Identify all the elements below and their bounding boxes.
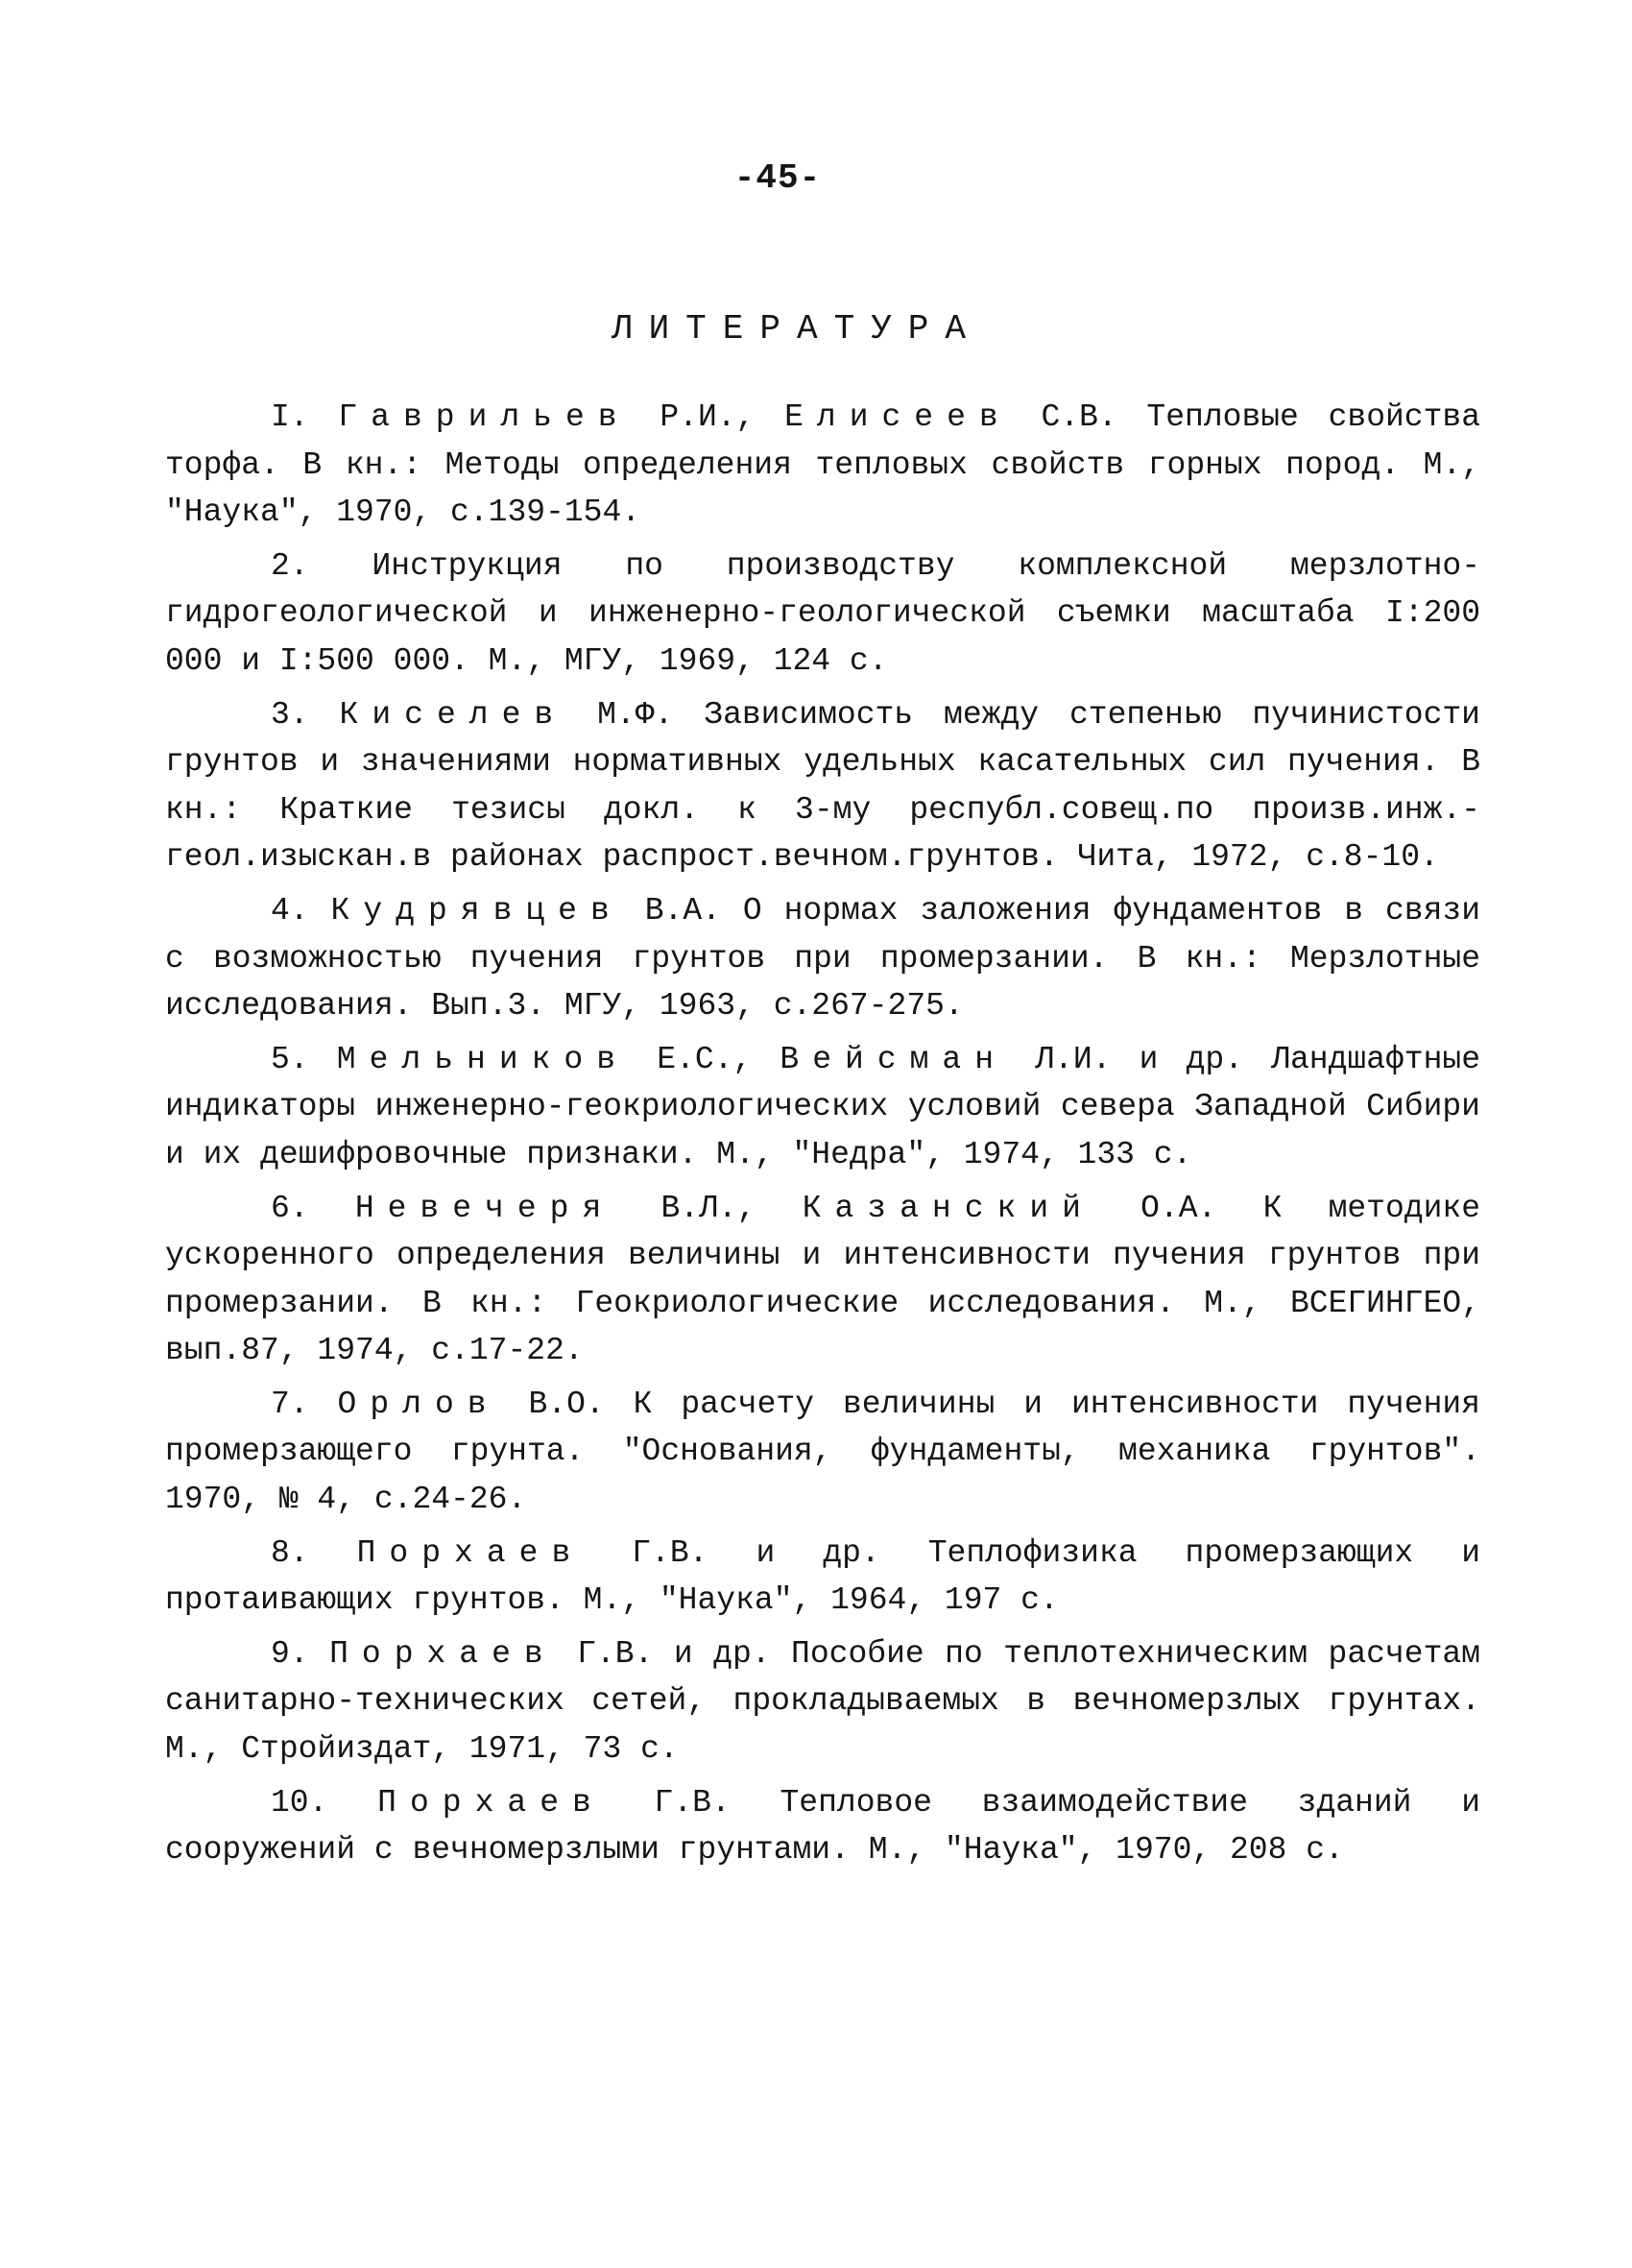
reference-author-2: Вейсман — [780, 1041, 1008, 1077]
reference-number: 5. — [271, 1041, 309, 1077]
reference-author: Кудрявцев — [330, 892, 623, 929]
reference-list — [165, 394, 1480, 1880]
reference-number: 2. — [271, 547, 309, 584]
reference-text: Тепловые свойства торфа. В кн.: Методы определения тепловых свойств горных пород. М., "Наука", 1970, с.139-154. — [165, 399, 1481, 531]
reference-text: К расчету величины и интенсивности пучения промерзающего грунта. "Основания, фундаменты, механика грунтов". 1970, № 4, с.24-26. — [165, 1386, 1480, 1518]
reference-number: 9. — [271, 1635, 309, 1672]
reference-initials: М.Ф. — [566, 696, 705, 733]
reference-initials: В.Л., — [614, 1190, 803, 1226]
reference-text: Инструкция по производству комплексной мерзлотно-гидрогеологической и инженерно-геологической съемки масштаба I:200 000 и I:500 000. М., МГУ, 1969, 124 с. — [165, 547, 1481, 679]
reference-number: 7. — [271, 1386, 309, 1422]
reference-author-2: Казанский — [802, 1190, 1094, 1226]
reference-item — [165, 1185, 1480, 1375]
reference-author: Мельников — [336, 1041, 630, 1077]
reference-initials-2: Л.И. — [1007, 1041, 1140, 1077]
reference-item — [165, 1381, 1480, 1524]
reference-number: I. — [271, 399, 309, 435]
reference-item — [165, 1530, 1480, 1625]
reference-number: 4. — [271, 892, 309, 929]
reference-item — [165, 887, 1480, 1030]
reference-item — [165, 1779, 1480, 1874]
reference-author: Невечеря — [354, 1190, 615, 1226]
reference-number: 6. — [271, 1190, 309, 1226]
page-title: ЛИТЕРАТУРА — [611, 309, 983, 349]
reference-text: и др. Ландшафтные индикаторы инженерно-геокриологических условий севера Западной Сибири и их дешифровочные признаки. М., "Недра", 1974, 133 с. — [165, 1041, 1481, 1172]
reference-author: Порхаев — [329, 1635, 557, 1672]
reference-author: Киселев — [339, 696, 567, 733]
reference-number: 10. — [271, 1784, 328, 1821]
reference-initials: В.А. — [622, 892, 743, 929]
reference-item — [165, 1036, 1480, 1179]
reference-initials: В.О. — [499, 1386, 634, 1422]
reference-initials: Г.В. — [584, 1534, 756, 1571]
reference-number: 3. — [271, 696, 309, 733]
reference-author: Порхаев — [356, 1534, 585, 1571]
reference-text: Зависимость между степенью пучинистости грунтов и значениями нормативных удельных касательных сил пучения. В кн.: Краткие тезисы докл. к 3-му республ.совещ.по произв.инж.-геол.изыскан.в районах распрост.вечном.грунтов. Чита, 1972, с.8-10. — [165, 696, 1480, 876]
reference-initials-2: О.А. — [1093, 1190, 1263, 1226]
reference-initials: Е.С., — [629, 1041, 780, 1077]
reference-initials: Р.И., — [630, 399, 785, 435]
reference-author: Порхаев — [377, 1784, 605, 1821]
reference-number: 8. — [271, 1534, 309, 1571]
reference-text: и др. Пособие по теплотехническим расчетам санитарно-технических сетей, прокладываемых в вечномерзлых грунтах. М., Стройиздат, 1971, 73 с. — [165, 1635, 1480, 1768]
page-number: -45- — [733, 158, 822, 198]
reference-initials: Г.В. — [604, 1784, 780, 1821]
reference-text: К методике ускоренного определения величины и интенсивности пучения грунтов при промерзании. В кн.: Геокриологические исследования. М., ВСЕГИНГЕО, вып.87, 1974, с.17-22. — [165, 1190, 1480, 1369]
reference-item — [165, 691, 1480, 881]
reference-item — [165, 394, 1480, 537]
reference-text: Тепловое взаимодействие зданий и сооружений с вечномерзлыми грунтами. М., "Наука", 1970, 208 с. — [165, 1784, 1481, 1869]
reference-item — [165, 1630, 1480, 1773]
reference-author: Орлов — [337, 1386, 500, 1422]
reference-initials: Г.В. — [556, 1635, 674, 1672]
reference-item — [165, 543, 1480, 686]
reference-initials-2: С.В. — [1011, 399, 1147, 435]
reference-author-2: Елисеев — [784, 399, 1012, 435]
reference-author: Гаврильев — [338, 399, 631, 435]
reference-text: О нормах заложения фундаментов в связи с возможностью пучения грунтов при промерзании. В кн.: Мерзлотные исследования. Вып.3. МГУ, 1963, с.267-275. — [165, 892, 1480, 1025]
reference-text: и др. Теплофизика промерзающих и протаивающих грунтов. М., "Наука", 1964, 197 с. — [165, 1534, 1480, 1619]
